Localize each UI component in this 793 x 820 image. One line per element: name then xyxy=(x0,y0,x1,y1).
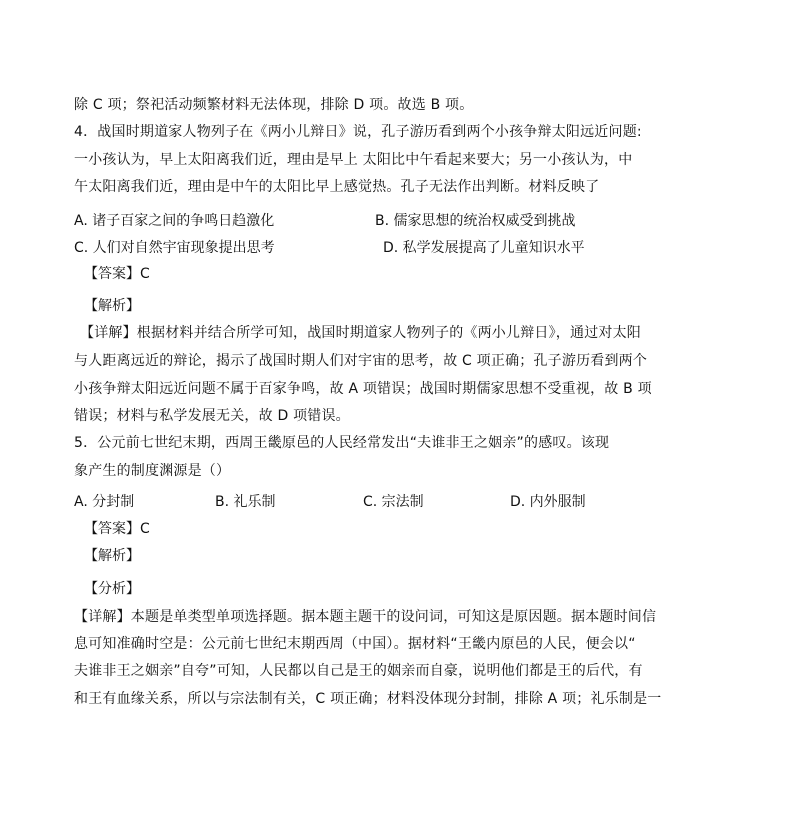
q4-option-b: B. 儒家思想的统治权威受到挑战 xyxy=(375,213,576,229)
q5-answer: 【答案】C xyxy=(84,521,150,537)
q5-detail-line-4: 和王有血缘关系，所以与宗法制有关，C 项正确；材料没体现分封制，排除 A 项；礼乐制是一 xyxy=(74,691,662,707)
q5-option-d: D. 内外服制 xyxy=(510,494,586,510)
q4-detail-line-1: 【详解】根据材料并结合所学可知，战国时期道家人物列子的《两小儿辩日》，通过对太阳 xyxy=(80,325,641,341)
question-5-stem: 5．公元前七世纪末期，西周王畿原邑的人民经常发出“夫谁非王之姻亲”的感叹。该现 xyxy=(74,435,610,451)
q5-option-a: A. 分封制 xyxy=(74,494,135,510)
q4-option-c: C. 人们对自然宇宙现象提出思考 xyxy=(74,240,275,256)
q5-fenxi-heading: 【分析】 xyxy=(84,581,140,597)
q4-option-a: A. 诸子百家之间的争鸣日趋激化 xyxy=(74,213,275,229)
text-line: 除 C 项；祭祀活动频繁材料无法体现，排除 D 项。故选 B 项。 xyxy=(74,97,474,113)
q4-answer: 【答案】C xyxy=(84,266,150,282)
q4-detail-line-3: 小孩争辩太阳远近问题不属于百家争鸣，故 A 项错误；战国时期儒家思想不受重视，故 B 项 xyxy=(74,381,652,397)
q4-detail-line-4: 错误；材料与私学发展无关，故 D 项错误。 xyxy=(74,408,350,424)
q4-analysis-heading: 【解析】 xyxy=(84,298,140,314)
question-4-stem: 4．战国时期道家人物列子在《两小儿辩日》说，孔子游历看到两个小孩争辩太阳远近问题: xyxy=(74,124,642,140)
question-4-stem-line-3: 午太阳离我们近，理由是中午的太阳比早上感觉热。孔子无法作出判断。材料反映了 xyxy=(74,179,600,195)
question-5-stem-line-2: 象产生的制度渊源是（） xyxy=(74,463,231,479)
question-4-stem-line-2: 一小孩认为，早上太阳离我们近，理由是早上 太阳比中午看起来要大；另一小孩认为，中 xyxy=(74,152,633,168)
q5-detail-line-2: 息可知准确时空是：公元前七世纪末期西周（中国）。据材料“王畿内原邑的人民，便会以“ xyxy=(74,636,636,652)
q4-detail-line-2: 与人距离远近的辩论，揭示了战国时期人们对宇宙的思考，故 C 项正确；孔子游历看到两个 xyxy=(74,353,648,369)
q5-analysis-heading: 【解析】 xyxy=(84,548,140,564)
q5-option-b: B. 礼乐制 xyxy=(215,494,276,510)
q5-detail-line-3: 夫谁非王之姻亲”自夸”可知，人民都以自己是王的姻亲而自豪，说明他们都是王的后代，有 xyxy=(74,663,643,679)
q5-option-c: C. 宗法制 xyxy=(363,494,424,510)
q4-option-d: D. 私学发展提高了儿童知识水平 xyxy=(383,240,585,256)
q5-detail-line-1: 【详解】本题是单类型单项选择题。据本题主题干的设问词，可知这是原因题。据本题时间信 xyxy=(74,609,657,625)
